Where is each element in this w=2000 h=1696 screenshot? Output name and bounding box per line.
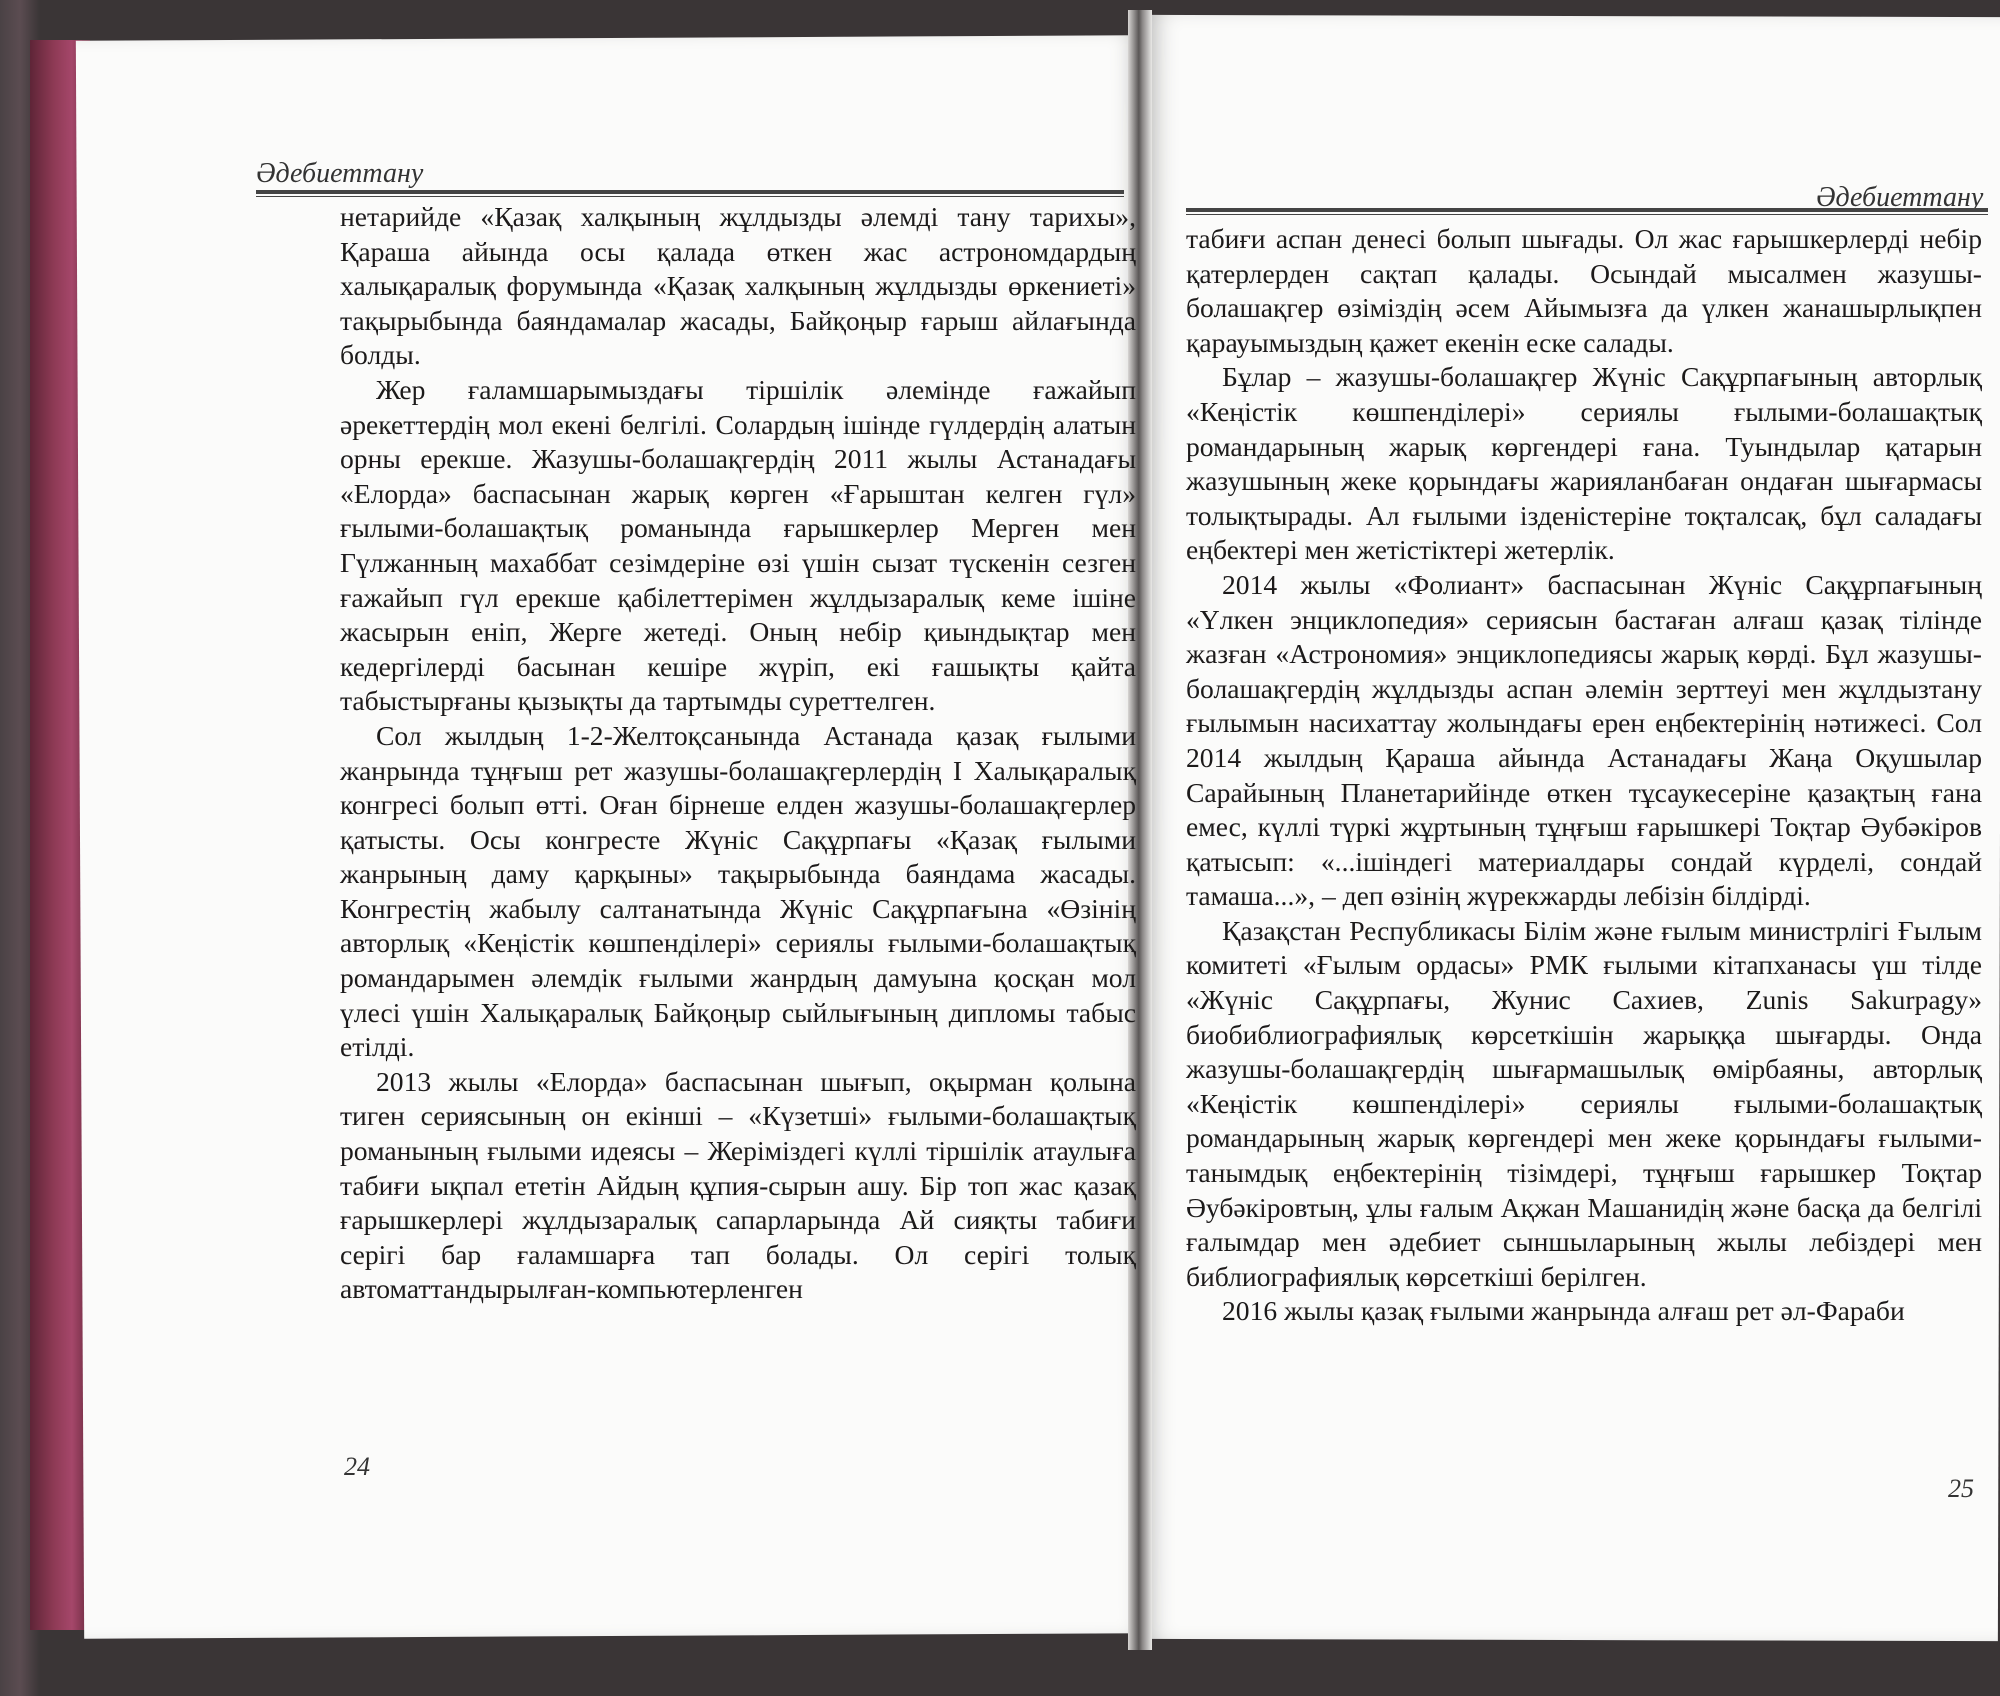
left-paragraph-3: Сол жылдың 1-2-Желтоқсанында Астанада қазақ ғылыми жанрында тұңғыш рет жазушы-болашақгерлердің I Халықаралық конгресі болып өтті. Оған бірнеше елден жазушы-болашақгерлер қатысты. Осы конгресте Жүніс Сақұрпағы «Қазақ ғылыми жанрының даму қарқыны» тақырыбында баяндама жасады. Конгрестің жабылу салтанатында Жүніс Сақұрпағына «Өзінің авторлық «Кеңістік көшпенділері» сериялы ғылыми-болашақтық романдарымен әлемдік ғылыми жанрдың дамуына қосқан мол үлесі үшін Халықаралық Байқоңыр сыйлығының дипломы табыс етілді. <box>340 719 1136 1063</box>
right-paragraph-5: 2016 жылы қазақ ғылыми жанрында алғаш рет әл-Фараби <box>1222 1295 1905 1327</box>
right-paragraph-3: 2014 жылы «Фолиант» баспасынан Жүніс Сақұрпағының «Үлкен энциклопедия» сериясын бастаған алғаш қазақ тілінде жазған «Астрономия» энциклопедиясы жарық көрді. Бұл жазушы-болашақгердің жұлдызды аспан әлемін зерттеуі мен жұлдызтану ғылымын насихаттау жолындағы ерен еңбектерінің нәтижесі. Сол 2014 жылдың Қараша айында Астанадағы Жаңа Оқушылар Сарайының Планетарийінде өткен тұсаукесеріне қазақтың ғана емес, күллі түркі жұртының тұңғыш ғарышкері Тоқтар Әубәкіров қатысып: «...ішіндегі материалдары сондай күрделі, сондай тамаша...», – деп өзінің жүрекжарды лебізін білдірді. <box>1186 568 1982 912</box>
left-paragraph-4: 2013 жылы «Елорда» баспасынан шығып, оқырман қолына тиген сериясының он екінші – «Күзетші» ғылыми-болашақтық романының ғылыми идеясы – Жеріміздегі күллі тіршілік атаулыға табиғи ықпал ететін Айдың құпия-сырын ашу. Бір топ жас қазақ ғарышкерлері жұлдызаралық сапарларында Ай сияқты табиғи серігі бар ғаламшарға тап болады. Ол серігі толық автоматтандырылған-компьютерленген <box>340 1065 1136 1305</box>
left-paragraph-2: Жер ғаламшарымыздағы тіршілік әлемінде ғажайып әрекеттердің мол екені белгілі. Солардың ішінде гүлдердің алатын орны ерекше. Жазушы-болашақгердің 2011 жылы Астанадағы «Елорда» баспасынан жарық көрген «Ғарыштан келген гүл» ғылыми-болашақтық романында ғарышкерлер Мерген мен Гүлжанның махаббат сезімдеріне өзі үшін сызат түскенін сезген ғажайып гүл ерекше қабілеттерімен жұлдызаралық кеме ішіне жасырын еніп, Жерге жетеді. Оның небір қиындықтар мен кедергілерді басынан кешіре жүріп, екі ғашықты қайта табыстырғаны қызықты да тартымды суреттелген. <box>340 373 1136 717</box>
right-paragraph-1: табиғи аспан денесі болып шығады. Ол жас ғарышкерлерді небір қатерлерден сақтап қалады. Осындай мысалмен жазушы-болашақгер өзіміздің әсем Айымызға да үлкен жанашырлықпен қарауымыздың қажет екенін еске салады. <box>1186 223 1982 358</box>
right-paragraph-4: Қазақстан Республикасы Білім және ғылым министрлігі Ғылым комитеті «Ғылым ордасы» РМК ғылыми кітапханасы үш тілде «Жүніс Сақұрпағы, Жунис Сахиев, Zunis Sakurpagy» биобиблиографиялық көрсеткішін жарыққа шығарды. Онда жазушы-болашақгердің шығармашылық өмірбаяны, авторлық «Кеңістік көшпенділері» сериялы ғылыми-болашақтық романдарының жарық көргендері мен жеке қорындағы ғылыми-танымдық еңбектерінің тізімдері, тұңғыш ғарышкер Тоқтар Әубәкіровтың, ұлы ғалым Ақжан Машанидің және басқа да белгілі ғалымдар мен әдебиет сыншыларының жылы лебіздері мен библиографиялық көрсеткіші берілген. <box>1186 914 1982 1292</box>
right-page-number: 25 <box>1948 1474 1974 1503</box>
left-page-number: 24 <box>344 1452 370 1481</box>
right-page-text <box>1186 222 1982 1329</box>
right-paragraph-2: Бұлар – жазушы-болашақгер Жүніс Сақұрпағының авторлық «Кеңістік көшпенділері» сериялы ғылыми-болашақтық романдарының жарық көргендері ғана. Туындылар қатарын жазушының жеке қорындағы жарияланбаған ондаған шығармасы толықтырады. Ал ғылыми ізденістеріне тоқталсақ, бұл саладағы еңбектері мен жетістіктері жетерлік. <box>1186 361 1982 566</box>
left-header-rule <box>256 190 1124 197</box>
right-header-rule <box>1186 208 1988 215</box>
left-running-head: Әдебиеттану <box>256 158 424 189</box>
right-running-head: Әдебиеттану <box>1816 182 1984 213</box>
left-paragraph-1: нетарийде «Қазақ халқының жұлдызды әлемді тану тарихы», Қараша айында осы қалада өткен жас астрономдардың халықаралық форумында «Қазақ халқының жұлдызды өркениеті» тақырыбында баяндамалар жасады, Байқоңыр ғарыш айлағында болды. <box>340 201 1136 371</box>
left-page-text <box>340 200 1136 1307</box>
